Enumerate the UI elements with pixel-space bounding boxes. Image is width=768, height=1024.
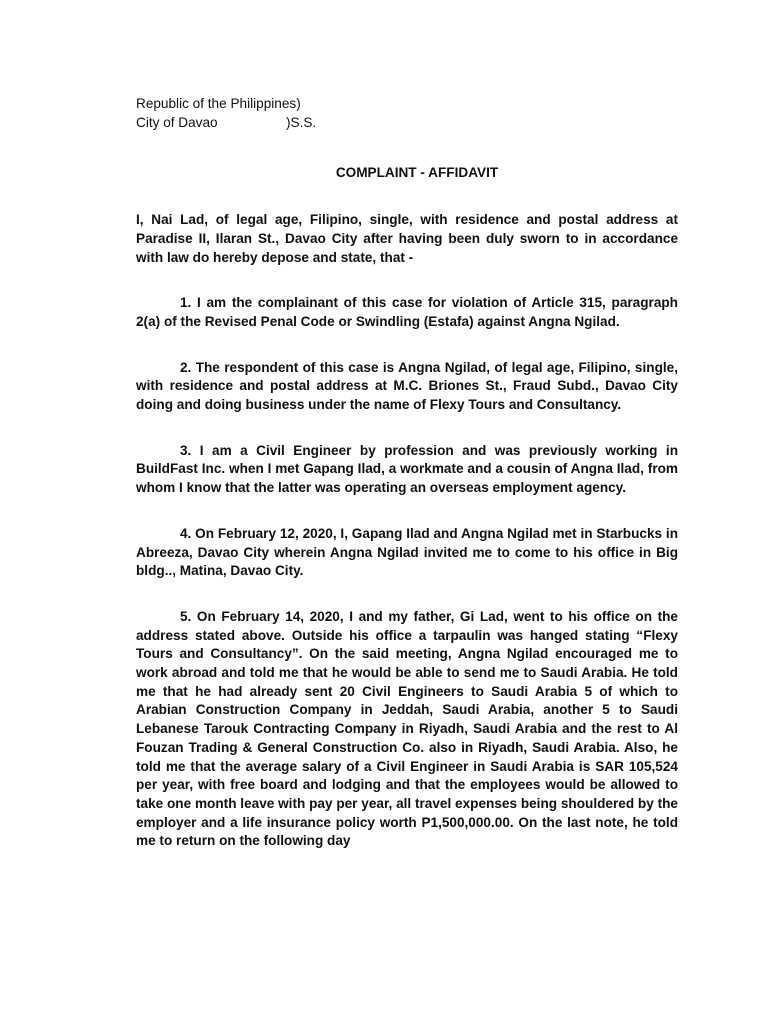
paragraph-3: 3. I am a Civil Engineer by profession and was previously working in BuildFast Inc. when I met Gapang Ilad, a workmate and a cousin of Angna Ilad, from whom I know that the latter was operating an overseas employment agency. [136,442,678,496]
caption-ss: )S.S. [286,114,317,130]
paragraph-5: 5. On February 14, 2020, I and my father, Gi Lad, went to his office on the address stated above. Outside his office a tarpaulin was hanged stating “Flexy Tours and Consultancy”. On the said meeting, Angna Ngilad encouraged me to work abroad and told me that he would be able to send me to Saudi Arabia. He told me that he had already sent 20 Civil Engineers to Saudi Arabia 5 of which to Arabian Construction Company in Jeddah, Saudi Arabia, another 5 to Saudi Lebanese Tarouk Contracting Company in Riyadh, Saudi Arabia and the rest to Al Fouzan Trading & General Construction Co. also in Riyadh, Saudi Arabia. Also, he told me that the average salary of a Civil Engineer in Saudi Arabia is SAR 105,524 per year, with free board and lodging and that the employees would be allowed to take one month leave with pay per year, all travel expenses being shouldered by the employer and a life insurance policy worth P1,500,000.00. On the last note, he told me to return on the following day [136,608,678,849]
paragraph-1: 1. I am the complainant of this case for violation of Article 315, paragraph 2(a) of the Revised Penal Code or Swindling (Estafa) against Angna Ngilad. [136,295,678,329]
document-title: COMPLAINT - AFFIDAVIT [335,165,499,181]
paragraph-2: 2. The respondent of this case is Angna Ngilad, of legal age, Filipino, single, with residence and postal address at M.C. Briones St., Fraud Subd., Davao City doing and doing business under the name of Flexy Tours and Consultancy. [136,359,678,413]
caption-city: City of Davao [136,114,218,130]
caption-republic: Republic of the Philippines) [136,96,301,111]
caption-line-1 [136,95,678,114]
intro-paragraph: I, Nai Lad, of legal age, Filipino, single, with residence and postal address at Paradise II, Ilaran St., Davao City after having been duly sworn to in accordance with law do hereby depose and state, that - [136,212,678,265]
caption-line-2 [136,114,678,133]
paragraph-4: 4. On February 12, 2020, I, Gapang Ilad and Angna Ngilad met in Starbucks in Abreeza, Davao City wherein Angna Ngilad invited me to come to his office in Big bldg.., Matina, Davao City. [136,525,678,579]
